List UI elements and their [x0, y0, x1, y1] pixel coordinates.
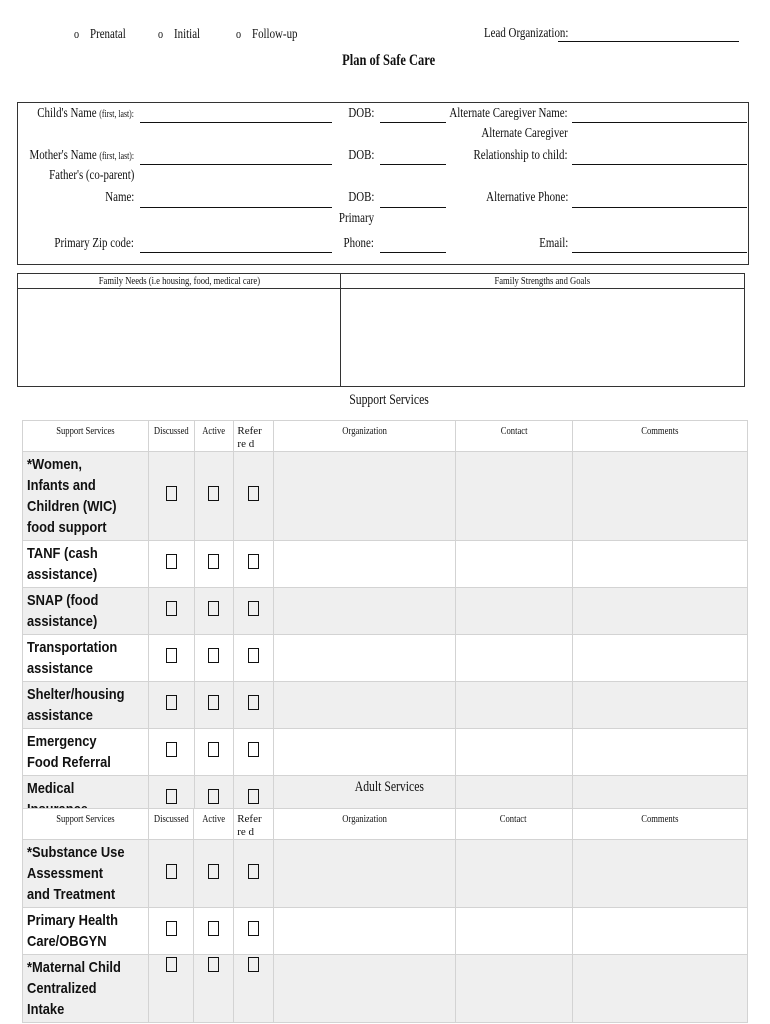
checkbox-icon	[208, 864, 219, 879]
organization-cell[interactable]	[274, 588, 455, 635]
comments-cell[interactable]	[572, 840, 747, 908]
family-strengths-header: Family Strengths and Goals	[341, 274, 744, 289]
discussed-checkbox[interactable]	[148, 635, 194, 682]
alt-relationship-field[interactable]	[572, 164, 747, 165]
contact-cell[interactable]	[455, 588, 572, 635]
option-follow-up[interactable]: o Follow-up	[236, 26, 298, 42]
referred-checkbox[interactable]	[234, 541, 274, 588]
referred-checkbox[interactable]	[234, 908, 274, 955]
table-row	[23, 588, 748, 635]
checkbox-icon	[248, 921, 259, 936]
col-support-services: Support Services	[23, 809, 149, 840]
checkbox-icon	[208, 554, 219, 569]
support-services-title: Support Services	[349, 392, 429, 408]
mother-name-field[interactable]	[140, 164, 332, 165]
active-checkbox[interactable]	[194, 588, 234, 635]
col-referred: Referre d	[234, 421, 274, 452]
referred-checkbox[interactable]	[234, 840, 274, 908]
organization-cell[interactable]	[274, 955, 455, 1023]
checkbox-icon	[248, 554, 259, 569]
col-contact: Contact	[455, 809, 572, 840]
primary-phone-field[interactable]	[380, 252, 446, 253]
discussed-checkbox[interactable]	[148, 908, 194, 955]
table-row	[23, 955, 748, 1023]
comments-cell[interactable]	[572, 588, 747, 635]
checkbox-icon	[166, 957, 177, 972]
service-label: *Substance Use Assessment and Treatment	[23, 840, 149, 908]
comments-cell[interactable]	[572, 682, 747, 729]
checkbox-icon	[166, 486, 177, 501]
active-checkbox[interactable]	[194, 908, 234, 955]
checkbox-icon	[248, 864, 259, 879]
referred-checkbox[interactable]	[234, 452, 274, 541]
family-needs-box	[17, 273, 341, 387]
primary-phone-label-line1: Primary	[338, 211, 374, 226]
discussed-checkbox[interactable]	[148, 541, 194, 588]
table-row	[23, 682, 748, 729]
organization-cell[interactable]	[274, 840, 455, 908]
email-field[interactable]	[572, 252, 747, 253]
mother-dob-field[interactable]	[380, 164, 446, 165]
checkbox-icon	[248, 648, 259, 663]
comments-cell[interactable]	[572, 908, 747, 955]
table-row	[23, 729, 748, 776]
checkbox-icon	[208, 921, 219, 936]
referred-checkbox[interactable]	[234, 955, 274, 1023]
col-referred: Referre d	[234, 809, 274, 840]
contact-cell[interactable]	[455, 635, 572, 682]
col-comments: Comments	[572, 421, 747, 452]
col-discussed: Discussed	[148, 421, 194, 452]
zip-label: Primary Zip code:	[54, 236, 134, 251]
table-header-row	[23, 809, 748, 840]
radio-bullet-icon: o	[236, 26, 242, 41]
organization-cell[interactable]	[274, 908, 455, 955]
alt-phone-field[interactable]	[572, 207, 747, 208]
comments-cell[interactable]	[572, 729, 747, 776]
discussed-checkbox[interactable]	[148, 729, 194, 776]
family-needs-input[interactable]	[18, 289, 340, 386]
service-label: Medical	[23, 776, 149, 823]
checkbox-icon	[166, 648, 177, 663]
alt-relationship-label-line2: Relationship to child:	[473, 148, 568, 163]
active-checkbox[interactable]	[194, 840, 234, 908]
service-label: Primary Health Care/OBGYN	[23, 908, 149, 955]
adult-services-table	[22, 808, 748, 1023]
table-row	[23, 541, 748, 588]
contact-cell[interactable]	[455, 729, 572, 776]
service-label: *Maternal Child Centralized Intake	[23, 955, 149, 1023]
service-label: Emergency Food Referral	[23, 729, 149, 776]
contact-cell[interactable]	[455, 682, 572, 729]
organization-cell[interactable]	[274, 729, 455, 776]
comments-cell[interactable]	[572, 452, 747, 541]
checkbox-icon	[166, 921, 177, 936]
lead-organization-field[interactable]	[558, 41, 739, 42]
primary-phone-label-line2: Phone:	[343, 236, 374, 251]
father-dob-label: DOB:	[347, 190, 374, 205]
alt-caregiver-name-field[interactable]	[572, 122, 747, 123]
contact-cell[interactable]	[455, 541, 572, 588]
discussed-checkbox[interactable]	[148, 588, 194, 635]
contact-cell[interactable]	[455, 908, 572, 955]
checkbox-icon	[166, 864, 177, 879]
table-header-row	[23, 421, 748, 452]
family-strengths-box	[340, 273, 745, 387]
contact-cell[interactable]	[455, 840, 572, 908]
referred-checkbox[interactable]	[234, 588, 274, 635]
checkbox-icon	[166, 742, 177, 757]
contact-cell[interactable]	[455, 955, 572, 1023]
contact-cell[interactable]	[455, 452, 572, 541]
family-needs-header: Family Needs (i.e housing, food, medical care)	[18, 274, 340, 289]
checkbox-icon	[248, 742, 259, 757]
checkbox-icon	[248, 601, 259, 616]
checkbox-icon	[166, 601, 177, 616]
alt-relationship-label-line1: Alternate Caregiver	[481, 126, 568, 141]
checkbox-icon	[208, 601, 219, 616]
checkbox-icon	[248, 957, 259, 972]
discussed-checkbox[interactable]	[148, 452, 194, 541]
referred-checkbox[interactable]	[234, 729, 274, 776]
checkbox-icon	[208, 648, 219, 663]
child-dob-label: DOB:	[347, 106, 374, 121]
organization-cell[interactable]	[274, 682, 455, 729]
checkbox-icon	[166, 695, 177, 710]
active-checkbox[interactable]	[194, 635, 234, 682]
option-initial[interactable]: o Initial	[158, 26, 201, 42]
col-support-services: Support Services	[23, 421, 149, 452]
comments-cell[interactable]	[572, 541, 747, 588]
page-title: Plan of Safe Care	[342, 52, 436, 69]
comments-cell[interactable]	[572, 635, 747, 682]
adult-services-title: Adult Services	[354, 779, 424, 795]
checkbox-icon	[166, 554, 177, 569]
discussed-checkbox[interactable]	[148, 955, 194, 1023]
organization-cell[interactable]	[274, 541, 455, 588]
col-active: Active	[194, 421, 234, 452]
radio-bullet-icon: o	[158, 26, 164, 41]
alt-caregiver-name-label: Alternate Caregiver Name:	[449, 106, 568, 121]
col-active: Active	[194, 809, 234, 840]
checkbox-icon	[208, 742, 219, 757]
active-checkbox[interactable]	[194, 541, 234, 588]
service-label: SNAP (food assistance)	[23, 588, 149, 635]
checkbox-icon	[248, 695, 259, 710]
table-row	[23, 635, 748, 682]
col-organization: Organization	[274, 421, 455, 452]
organization-cell[interactable]	[274, 635, 455, 682]
child-name-label: Child's Name (first, last):	[37, 106, 134, 121]
family-strengths-input[interactable]	[341, 289, 744, 386]
radio-bullet-icon: o	[74, 26, 80, 41]
checkbox-icon	[208, 486, 219, 501]
checkbox-icon	[208, 957, 219, 972]
checkbox-icon	[248, 486, 259, 501]
organization-cell[interactable]	[274, 452, 455, 541]
col-contact: Contact	[455, 421, 572, 452]
alt-phone-label: Alternative Phone:	[485, 190, 568, 205]
support-services-table	[22, 420, 748, 823]
checkbox-icon	[208, 695, 219, 710]
child-name-field[interactable]	[140, 122, 332, 123]
comments-cell[interactable]	[572, 955, 747, 1023]
table-row	[23, 908, 748, 955]
service-label: Shelter/housing assistance	[23, 682, 149, 729]
father-dob-field[interactable]	[380, 207, 446, 208]
table-row	[23, 840, 748, 908]
zip-field[interactable]	[140, 252, 332, 253]
father-name-label-line2: Name:	[104, 190, 134, 205]
mother-dob-label: DOB:	[347, 148, 374, 163]
table-row	[23, 452, 748, 541]
mother-name-label: Mother's Name (first, last):	[29, 148, 134, 163]
active-checkbox[interactable]	[194, 682, 234, 729]
service-label: TANF (cash assistance)	[23, 541, 149, 588]
active-checkbox[interactable]	[194, 452, 234, 541]
lead-organization-label: Lead Organization:	[484, 26, 569, 41]
service-label: Transportation assistance	[23, 635, 149, 682]
col-organization: Organization	[274, 809, 455, 840]
active-checkbox[interactable]	[194, 955, 234, 1023]
discussed-checkbox[interactable]	[148, 682, 194, 729]
col-comments: Comments	[572, 809, 747, 840]
option-prenatal[interactable]: o Prenatal	[74, 26, 126, 42]
child-dob-field[interactable]	[380, 122, 446, 123]
active-checkbox[interactable]	[194, 729, 234, 776]
referred-checkbox[interactable]	[234, 682, 274, 729]
father-name-label-line1: Father's (co-parent)	[48, 168, 134, 183]
referred-checkbox[interactable]	[234, 635, 274, 682]
father-name-field[interactable]	[140, 207, 332, 208]
service-label: *Women, Infants and Children (WIC) food support	[23, 452, 149, 541]
email-label: Email:	[538, 236, 568, 251]
col-discussed: Discussed	[148, 809, 194, 840]
discussed-checkbox[interactable]	[148, 840, 194, 908]
